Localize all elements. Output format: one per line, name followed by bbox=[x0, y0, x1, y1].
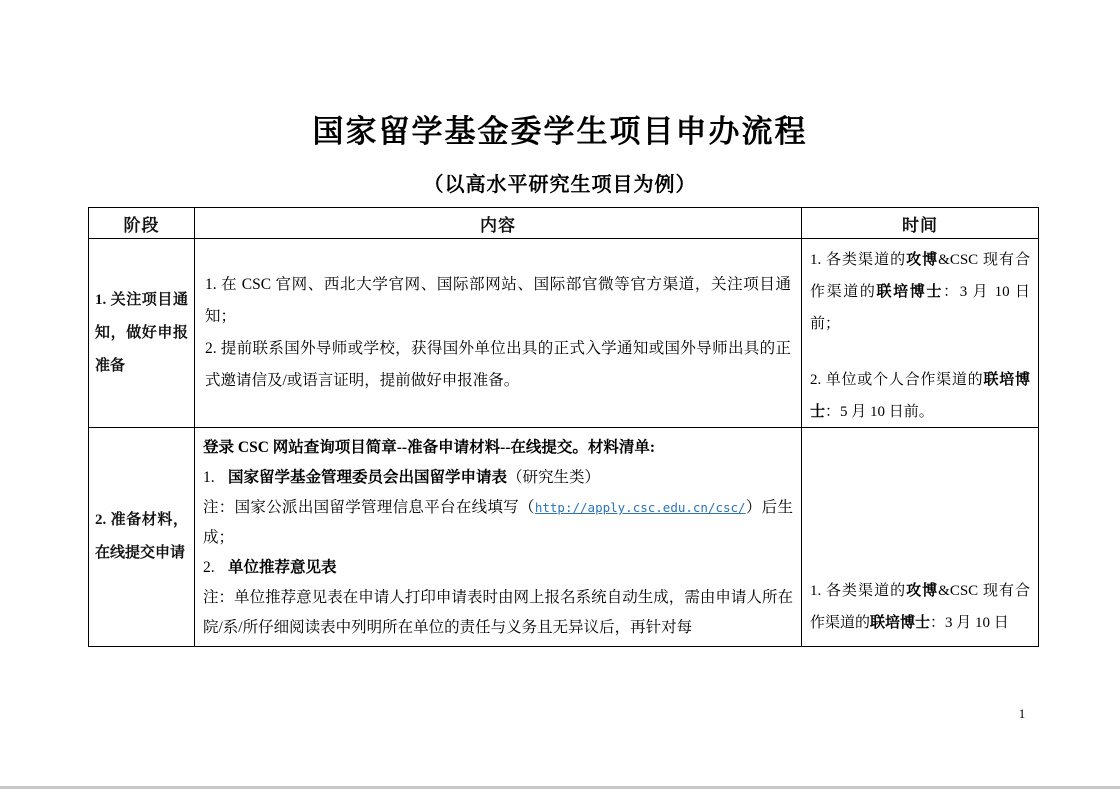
table-header-row bbox=[89, 208, 1039, 239]
table-header-time: 时间 bbox=[802, 208, 1039, 239]
stage-text-1: 1. 关注项目通知，做好申报准备 bbox=[95, 291, 188, 374]
content-item: 1. 在 CSC 官网、西北大学官网、国际部网站、国际部官微等官方渠道，关注项目通知； bbox=[205, 276, 791, 325]
time-item: 2. 单位或个人合作渠道的联培博士：5 月 10 日前。 bbox=[810, 372, 1030, 420]
stage-cell-2 bbox=[89, 428, 195, 647]
doc-title: 国家留学基金委学生项目申办流程 bbox=[312, 114, 808, 149]
time-item: 1. 各类渠道的攻博&CSC 现有合作渠道的联培博士：3 月 10 日前； bbox=[810, 252, 1030, 332]
content-intro: 登录 CSC 网站查询项目简章--准备申请材料--在线提交。材料清单: bbox=[203, 439, 656, 456]
content-item: 2. 单位推荐意见表 bbox=[203, 559, 337, 576]
content-item: 1. 国家留学基金管理委员会出国留学申请表（研究生类） bbox=[203, 469, 601, 486]
time-item: 1. 各类渠道的攻博&CSC 现有合作渠道的联培博士：3 月 10 日 bbox=[810, 583, 1030, 631]
bottom-bar-divider bbox=[0, 786, 1120, 789]
content-item: 2. 提前联系国外导师或学校，获得国外单位出具的正式入学通知或国外导师出具的正式邀请信及/或语言证明，提前做好申报准备。 bbox=[205, 340, 791, 389]
doc-subtitle: （以高水平研究生项目为例） bbox=[423, 174, 697, 196]
content-note: 注：国家公派出国留学管理信息平台在线填写（http://apply.csc.edu.cn/csc/）后生成； bbox=[203, 499, 793, 546]
content-cell-1 bbox=[195, 239, 802, 428]
page-number: 1 bbox=[1018, 706, 1026, 721]
stage-text-2: 2. 准备材料，在线提交申请 bbox=[95, 512, 188, 561]
time-cell-1 bbox=[802, 239, 1039, 428]
content-note: 注：单位推荐意见表在申请人打印申请表时由网上报名系统自动生成，需由申请人所在院/系/所仔细阅读表中列明所在单位的责任与义务且无异议后，再针对每 bbox=[203, 589, 793, 636]
time-cell-2 bbox=[802, 428, 1039, 647]
table-row bbox=[89, 428, 1039, 647]
table-row bbox=[89, 239, 1039, 428]
table-header-stage: 阶段 bbox=[89, 208, 195, 239]
csc-apply-link[interactable]: http://apply.csc.edu.cn/csc/ bbox=[534, 500, 746, 515]
table-header-content: 内容 bbox=[195, 208, 802, 239]
process-table bbox=[88, 207, 1039, 647]
content-cell-2 bbox=[195, 428, 802, 647]
stage-cell-1 bbox=[89, 239, 195, 428]
